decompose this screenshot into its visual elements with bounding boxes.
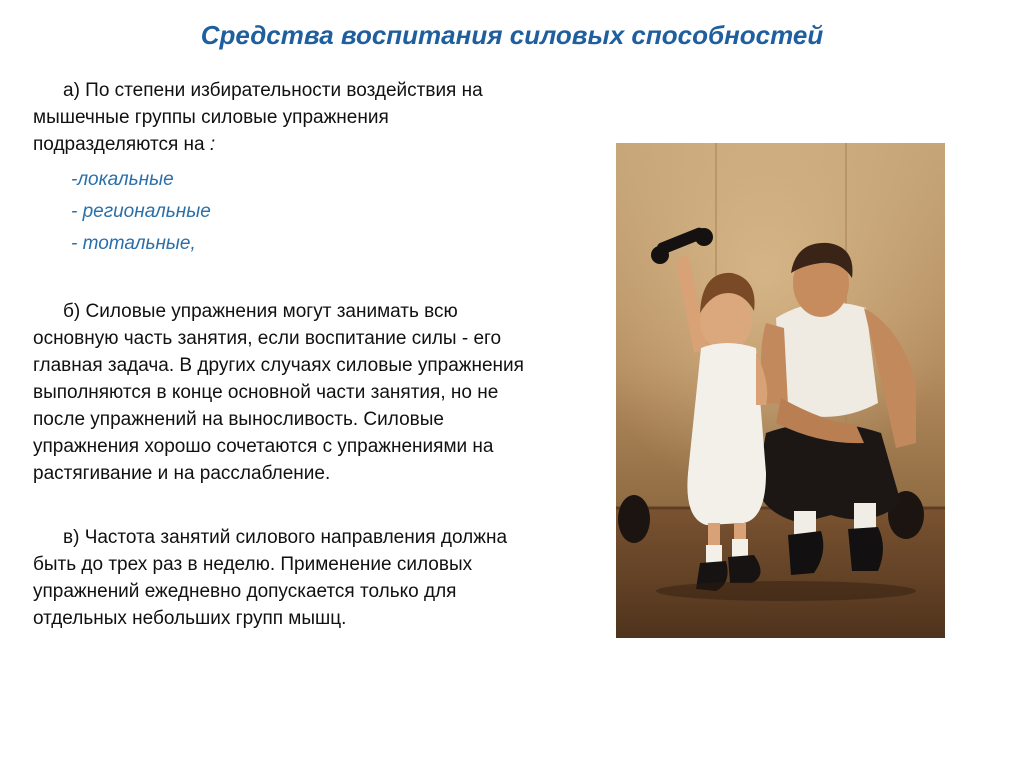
spacer — [33, 260, 533, 298]
section-c-paragraph: в) Частота занятий силового направления должна быть до трех раз в неделю. Применение силовых упражнений ежедневно допускается только для отдельных небольших групп мышц. — [33, 527, 508, 629]
list-item-regional: - региональные — [71, 201, 211, 222]
spacer — [33, 487, 533, 524]
section-a-intro-text: а) По степени избирательности воздействия на мышечные группы силовые упражнения подразделяются на — [33, 80, 483, 155]
exercise-type-list — [33, 164, 533, 260]
photo-illustration — [616, 143, 945, 638]
father-and-child-photo — [616, 143, 945, 638]
list-item-total: - тотальные, — [71, 233, 196, 254]
section-b-paragraph: б) Силовые упражнения могут занимать всю основную часть занятия, если воспитание силы - его главная задача. В других случаях силовые упражнения выполняются в конце основной части занятия, но не после упражнений на выносливость. Силовые упражнения хорошо сочетаются с упражнениями на растягивание и на расслабление. — [33, 301, 524, 484]
list-item-local: -локальные — [71, 169, 174, 190]
section-a-intro — [33, 77, 533, 158]
slide-title: Средства воспитания силовых способностей — [200, 20, 824, 50]
section-a-intro-colon: : — [209, 134, 216, 155]
text-body — [33, 77, 533, 632]
